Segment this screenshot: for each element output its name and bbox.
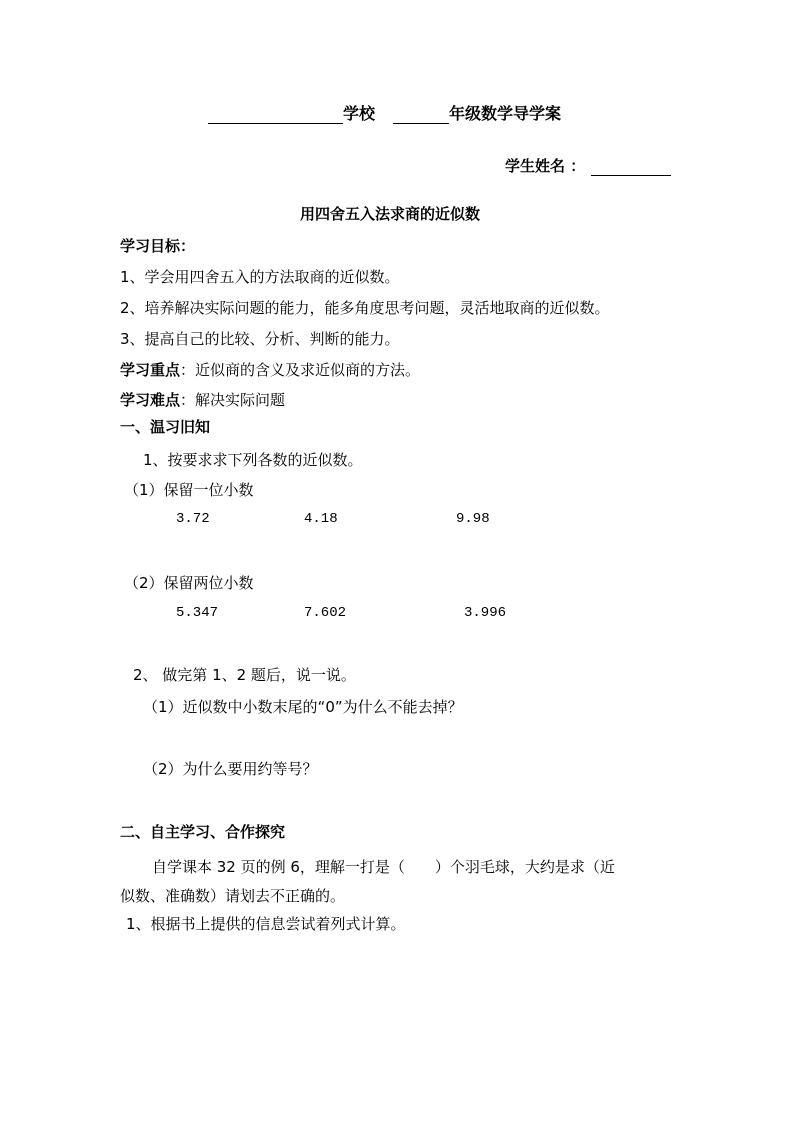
- difficulty-text: ：解决实际问题: [180, 391, 286, 409]
- sub1-number-3: 9.98: [456, 511, 490, 527]
- objective-item-1: 1、学会用四舍五入的方法取商的近似数。: [120, 268, 400, 286]
- sub1-number-2: 4.18: [304, 511, 338, 527]
- school-name-blank[interactable]: [208, 105, 343, 124]
- difficulty: [120, 390, 285, 410]
- student-name-label: 学生姓名 ：: [505, 157, 586, 175]
- grade-suffix: 年级数学导学案: [449, 104, 562, 123]
- objective-item-3: 3、提高自己的比较、分析、判断的能力。: [120, 330, 400, 348]
- grade-blank[interactable]: [393, 105, 449, 124]
- lesson-title: 用四舍五入法求商的近似数: [300, 205, 481, 223]
- section1-sub2-label: （2）保留两位小数: [124, 574, 254, 592]
- sub2-number-1: 5.347: [176, 605, 219, 621]
- section1-heading: 一、温习旧知: [120, 418, 211, 436]
- section1-sub1-label: （1）保留一位小数: [124, 481, 254, 499]
- student-name-row: [505, 156, 671, 176]
- section1-q2-b: （2）为什么要用约等号？: [143, 760, 318, 778]
- section1-q1: 1、按要求求下列各数的近似数。: [143, 451, 363, 469]
- sub2-number-2: 7.602: [304, 605, 347, 621]
- section2-para-line1: 自学课本 32 页的例 6，理解一打是（ ）个羽毛球，大约是求（近: [152, 858, 615, 876]
- school-suffix: 学校: [343, 104, 376, 123]
- section2-item1: 1、根据书上提供的信息尝试着列式计算。: [126, 915, 406, 933]
- sub2-number-3: 3.996: [464, 605, 507, 621]
- key-point: [120, 360, 420, 380]
- key-point-label: 学习重点: [120, 361, 181, 379]
- header-school-grade: [208, 104, 561, 124]
- section2-para-line2: 似数、准确数）请划去不正确的。: [120, 887, 346, 905]
- key-point-text: ：近似商的含义及求近似商的方法。: [180, 361, 421, 379]
- section2-heading: 二、自主学习、合作探究: [120, 823, 286, 841]
- difficulty-label: 学习难点: [120, 391, 181, 409]
- objective-item-2: 2、培养解决实际问题的能力，能多角度思考问题，灵活地取商的近似数。: [120, 299, 610, 317]
- student-name-blank[interactable]: [591, 157, 671, 176]
- section1-q2-a: （1）近似数中小数末尾的“0”为什么不能去掉？: [143, 698, 463, 716]
- section1-q2: 2、 做完第 1、2 题后，说一说。: [133, 666, 356, 684]
- objectives-heading: 学习目标：: [120, 237, 196, 255]
- sub1-number-1: 3.72: [176, 511, 210, 527]
